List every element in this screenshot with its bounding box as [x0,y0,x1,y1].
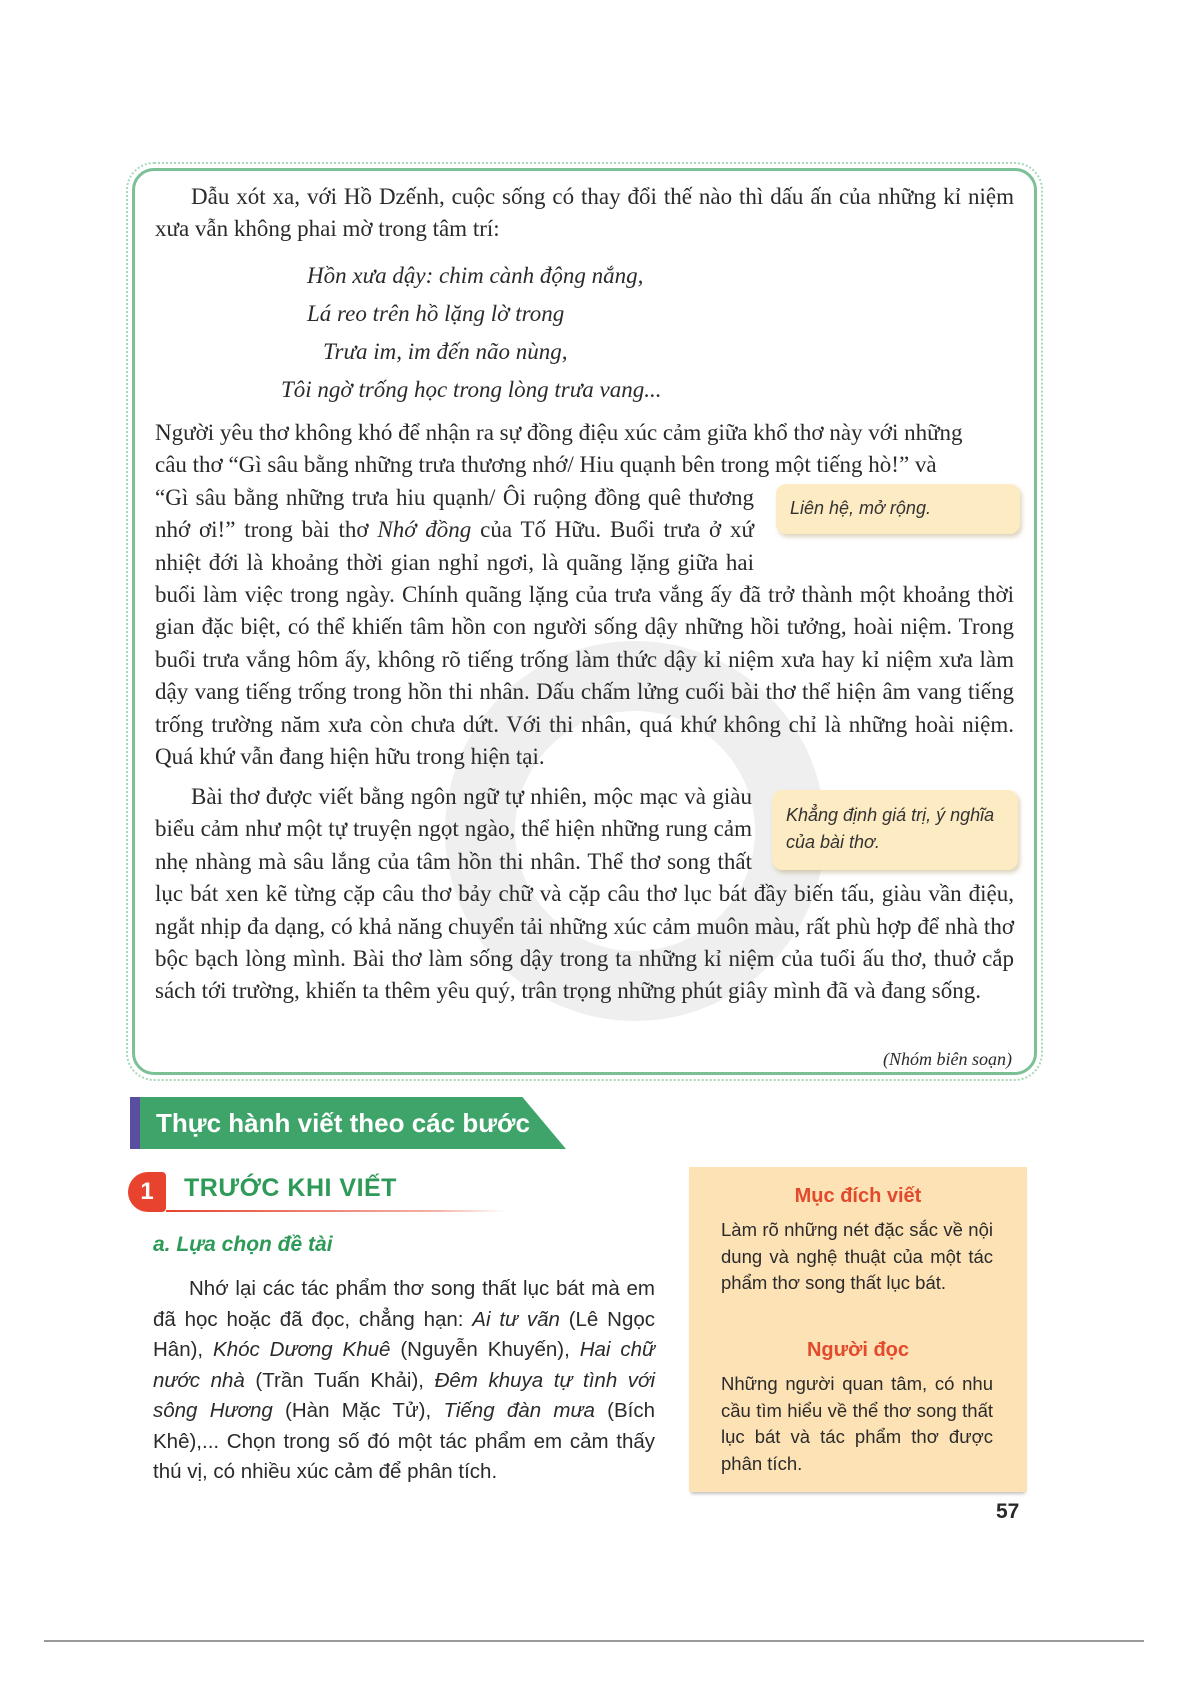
essay-text: Bài thơ được viết bằng ngôn ngữ tự nhiên, mộc mạc và giàu biểu cảm như một tự truyện ngọt ngào, thể hiện những rung cảm nhẹ nhàng mà sâu lắng của tâm hồn thi nhân. Thể thơ song thất lục bát xen kẽ từng cặp câu thơ bảy chữ và cặp câu thơ lục bát đầy biến tấu, giàu vần điệu, ngắt nhịp đa dạng, có khả năng chuyển tải những xúc cảm muôn màu, rất phù hợp để nhà thơ bộc bạch lòng mình. Bài thơ làm sống dậy trong ta những kỉ niệm của tuổi ấu thơ, thuở cắp sách tới trường, khiến ta thêm yêu quý, trân trọng những phút giây mình đã và đang sống. [155,784,1014,1004]
essay-text-line: Người yêu thơ không khó để nhận ra sự đồng điệu xúc cảm giữa khổ thơ này với những [155,420,963,445]
instruction-paragraph [153,1274,655,1488]
section-banner-title: Thực hành viết theo các bước [156,1108,530,1138]
work-title: Ai tư vãn [472,1307,560,1331]
poem-line: Hồn xưa dậy: chim cành động nắng, [307,263,644,288]
work-title: Tiếng đàn mưa [443,1399,595,1422]
poem-title-ref: Nhớ đồng [377,517,472,543]
body-text: (Hàn Mặc Tử), [272,1399,444,1422]
essay-text-line: câu thơ “Gì sâu bằng những trưa thương nhớ/ Hiu quạnh bên trong một tiếng hò!” và [155,452,937,478]
poem-line: Tôi ngờ trống học trong lòng trưa vang... [281,377,662,402]
body-text: (Nguyễn Khuyến), [390,1338,580,1361]
body-text: (Bích Khê),... Chọn trong số đó một tác phẩm em cảm thấy thú vị, có nhiều xúc cảm để phân tích. [153,1399,656,1483]
purpose-text: Làm rõ những nét đặc sắc về nội dung và nghệ thuật của một tác phẩm thơ song thất lục bát. [721,1219,993,1293]
poem-line: Lá reo trên hồ lặng lờ trong [307,301,565,326]
writing-goal-panel [689,1167,1027,1492]
essay-paragraph-1: Dẫu xót xa, với Hồ Dzếnh, cuộc sống có thay đổi thế nào thì dấu ấn của những kỉ niệm xưa vẫn không phai mờ trong tâm trí: [155,184,1014,242]
body-text: (Trần Tuấn Khải), [244,1368,435,1392]
margin-note-1: Liên hệ, mở rộng. [776,484,1020,534]
work-title: Đêm khuya tự tình với sông Hương [153,1368,656,1422]
essay-text: “Gì sâu bằng những trưa hiu quạnh/ Ôi ruộng đồng quê thương nhớ ơi!” trong bài thơ [155,484,754,543]
margin-note-2: Khẳng định giá trị, ý nghĩa của bài thơ. [772,790,1018,870]
page-number: 57 [996,1500,1020,1523]
reader-text: Những người quan tâm, có nhu cầu tìm hiểu về thể thơ song thất lục bát và tác phẩm thơ được phân tích. [721,1373,993,1474]
body-text: Nhớ lại các tác phẩm thơ song thất lục bát mà em đã học hoặc đã đọc, chẳng hạn: [153,1277,655,1331]
essay-credit: (Nhóm biên soạn) [883,1049,1012,1069]
sub-heading: a. Lựa chọn đề tài [153,1233,333,1256]
page-bottom-rule [44,1640,1144,1642]
work-title: Khóc Dương Khuê [213,1338,391,1361]
step-number-badge: 1 [128,1172,166,1212]
poem-excerpt [155,257,1014,409]
essay-paragraph-2 [155,417,1014,773]
poem-line: Trưa im, im đến não nùng, [323,339,568,364]
step-underline [166,1210,506,1212]
body-text: (Lê Ngọc Hân), [153,1307,655,1361]
work-title: Hai chữ nước nhà [153,1338,655,1392]
banner-accent [130,1097,140,1149]
essay-text: của Tố Hữu. Buổi trưa ở xứ nhiệt đới là khoảng thời gian nghỉ ngơi, là quãng lặng giữa hai buổi làm việc trong ngày. Chính quãng lặng của trưa vắng ấy đã trở thành một khoảng thời gian đặc biệt, có thể khiến tâm hồn con người sống dậy những hồi tưởng, hoài niệm. Trong buổi trưa vắng hôm ấy, không rõ tiếng trống làm thức dậy kỉ niệm xưa hay kỉ niệm xưa làm dậy vang tiếng trống trong hồn thi nhân. Dấu chấm lửng cuối bài thơ thể hiện âm vang tiếng trống trường năm xưa còn chưa dứt. Với thi nhân, quá khứ không chỉ là những hoài niệm. Quá khứ vẫn đang hiện hữu trong hiện tại. [155,517,1014,770]
reader-heading: Người đọc [806,1339,910,1361]
purpose-heading: Mục đích viết [794,1185,922,1207]
step-title: TRƯỚC KHI VIẾT [184,1174,397,1202]
essay-box [132,168,1037,1075]
